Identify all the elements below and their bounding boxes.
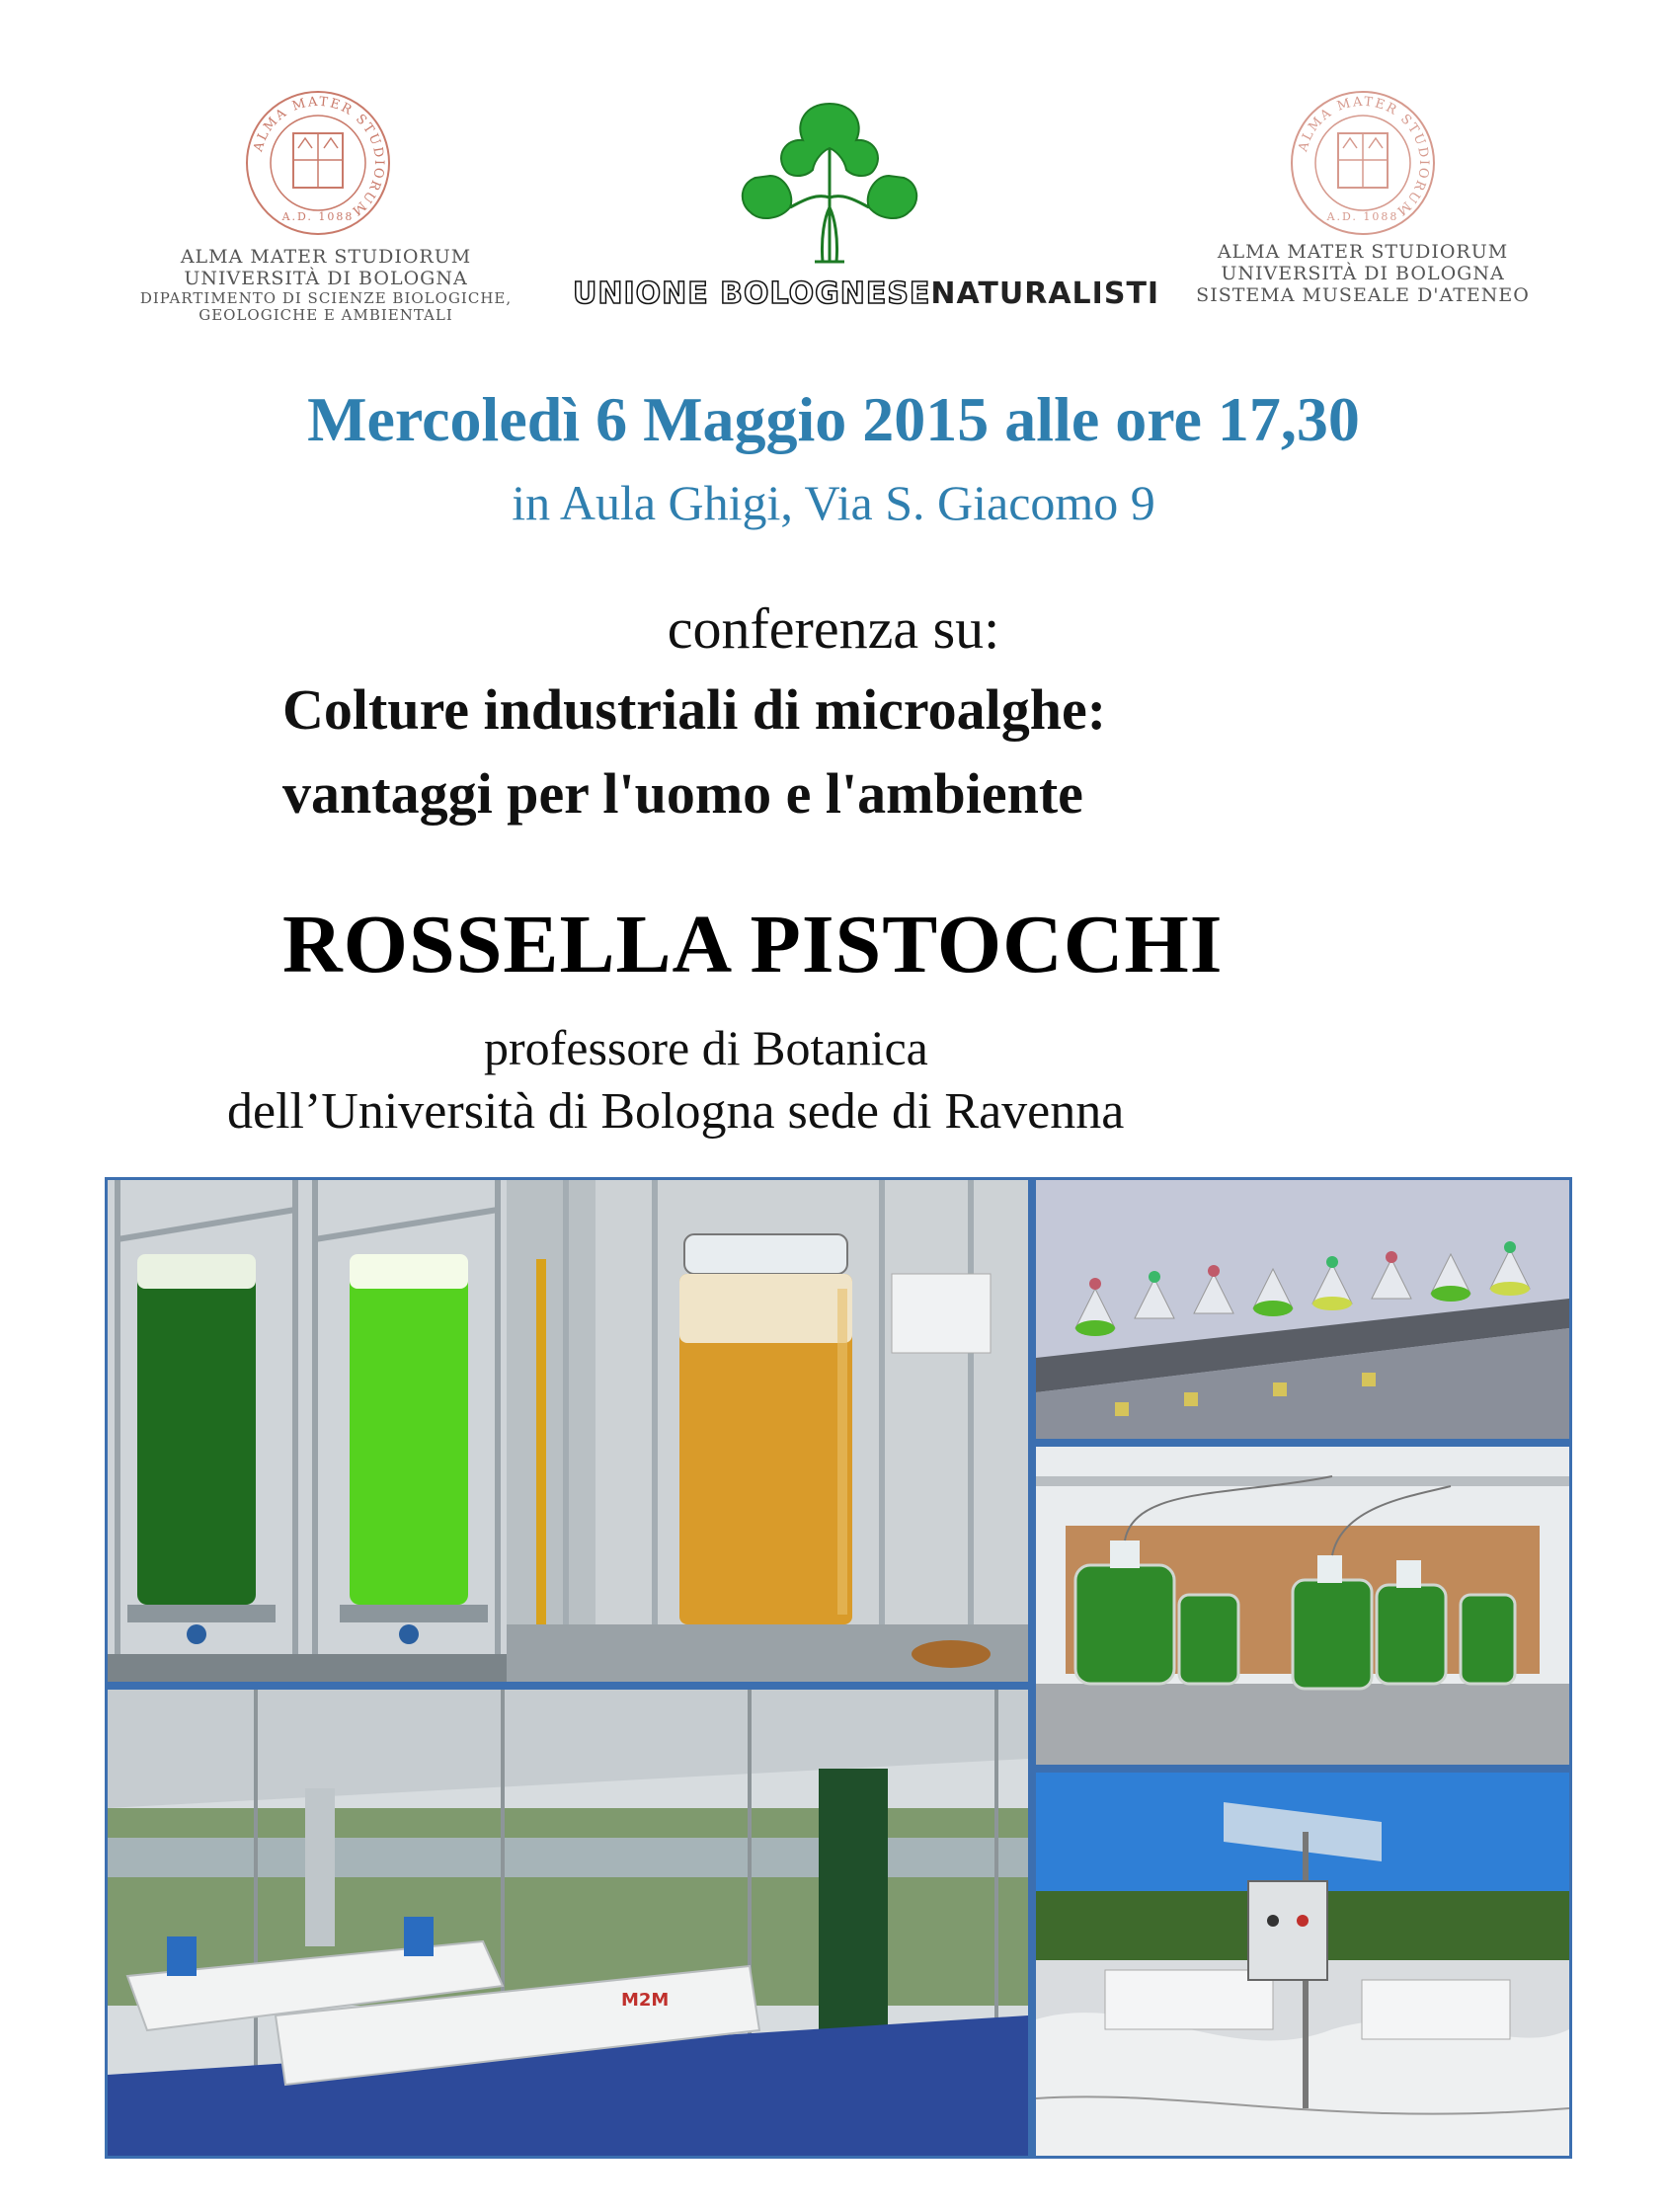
tree-icon bbox=[736, 99, 923, 272]
left-caption-line-3: DIPARTIMENTO DI SCIENZE BIOLOGICHE, bbox=[139, 288, 513, 307]
left-seal-icon bbox=[244, 89, 392, 237]
speaker-role-line-1: professore di Botanica bbox=[484, 1020, 928, 1075]
wordmark-hollow-text: UNIONE BOLOGNESE bbox=[573, 276, 931, 311]
outdoor-illustration bbox=[1036, 1773, 1569, 2156]
wordmark-solid-text: NATURALISTI bbox=[930, 276, 1160, 311]
naturalists-wordmark bbox=[573, 276, 1159, 311]
right-seal-icon bbox=[1289, 89, 1437, 237]
speaker-name: ROSSELLA PISTOCCHI bbox=[282, 899, 1224, 990]
left-caption-line-2: UNIVERSITÀ DI BOLOGNA bbox=[184, 267, 468, 289]
right-seal-ring-text: ALMA MATER STUDIORUM bbox=[1296, 94, 1432, 219]
bottles-illustration bbox=[1036, 1447, 1569, 1765]
right-logo-caption bbox=[1185, 242, 1541, 307]
left-seal-year: A.D. 1088 bbox=[281, 210, 355, 223]
event-location: in Aula Ghigi, Via S. Giacomo 9 bbox=[512, 475, 1155, 530]
photo-outdoor-raceway bbox=[1036, 1773, 1569, 2156]
photo-flasks-shelf bbox=[1036, 1180, 1569, 1439]
conference-title-line-2: vantaggi per l'uomo e l'ambiente bbox=[282, 761, 1083, 826]
right-museum-logo bbox=[1185, 89, 1541, 316]
photo-culture-bottles bbox=[1036, 1447, 1569, 1765]
left-logo-caption bbox=[128, 247, 523, 324]
greenhouse-illustration bbox=[108, 1690, 1028, 2156]
left-university-logo bbox=[128, 89, 523, 336]
left-caption-line-4: GEOLOGICHE E AMBIENTALI bbox=[198, 305, 453, 324]
conference-intro: conferenza su: bbox=[667, 596, 1000, 661]
flasks-illustration bbox=[1036, 1180, 1569, 1439]
event-date-time: Mercoledì 6 Maggio 2015 alle ore 17,30 bbox=[307, 384, 1360, 454]
left-seal-ring-text: ALMA MATER STUDIORUM bbox=[251, 94, 387, 219]
reactor-label: M2M bbox=[621, 1990, 670, 2011]
green-reactors-illustration bbox=[108, 1180, 507, 1682]
speaker-role-line-2: dell’Università di Bologna sede di Ravenna bbox=[227, 1083, 1125, 1140]
photo-collage bbox=[105, 1177, 1572, 2159]
yellow-reactor-illustration bbox=[507, 1180, 1028, 1682]
left-caption-line-1: ALMA MATER STUDIORUM bbox=[180, 246, 472, 268]
center-naturalists-logo bbox=[573, 99, 1160, 326]
right-caption-line-1: ALMA MATER STUDIORUM bbox=[1217, 241, 1509, 263]
right-caption-line-2: UNIVERSITÀ DI BOLOGNA bbox=[1221, 262, 1505, 284]
photo-yellow-reactor bbox=[507, 1180, 1028, 1682]
conference-title-line-1: Colture industriali di microalghe: bbox=[282, 677, 1107, 742]
right-caption-line-3: SISTEMA MUSEALE D'ATENEO bbox=[1196, 283, 1530, 306]
photo-green-reactors bbox=[108, 1180, 507, 1682]
right-seal-year: A.D. 1088 bbox=[1326, 210, 1399, 223]
photo-greenhouse-raceways bbox=[108, 1690, 1028, 2156]
